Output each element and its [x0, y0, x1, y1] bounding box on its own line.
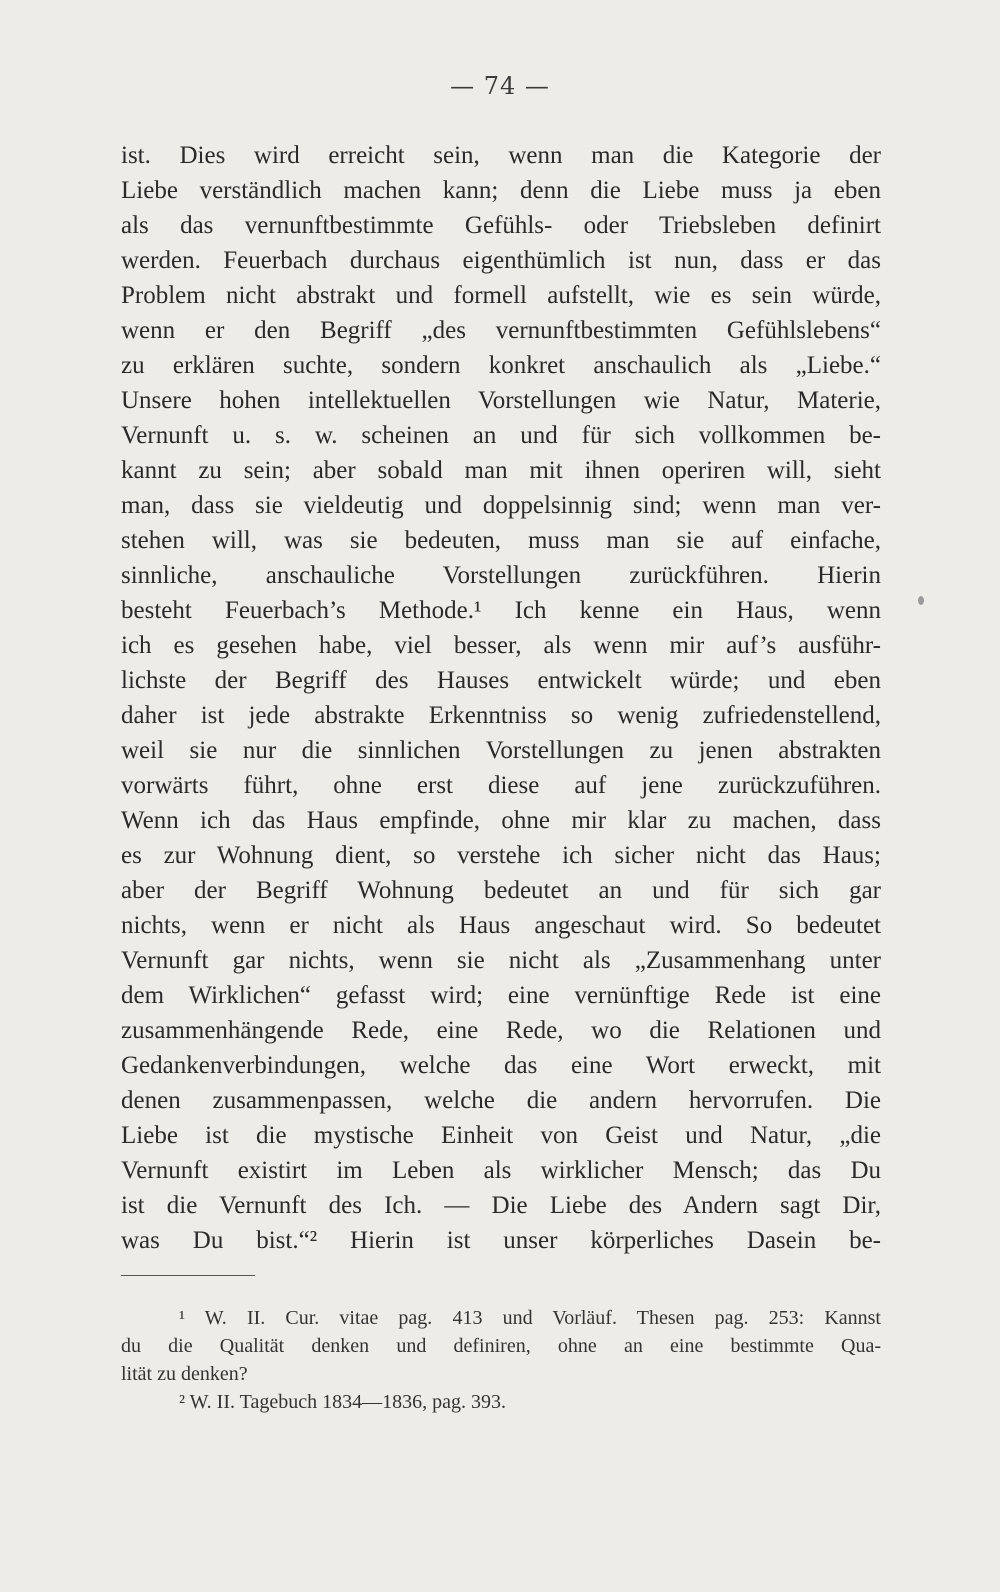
text-line: Vernunft gar nichts, wenn sie nicht als „Zusammenhang unter — [121, 947, 881, 974]
text-line: wenn er den Begriff „des vernunftbestimmten Gefühlslebens“ — [121, 317, 881, 344]
footnote-line: lität zu denken? — [121, 1363, 248, 1385]
text-line: kannt zu sein; aber sobald man mit ihnen operiren will, sieht — [121, 457, 881, 484]
text-line: vorwärts führt, ohne erst diese auf jene zurückzuführen. — [121, 772, 881, 799]
text-line: Wenn ich das Haus empfinde, ohne mir klar zu machen, dass — [121, 807, 881, 834]
text-line: werden. Feuerbach durchaus eigenthümlich ist nun, dass er das — [121, 247, 881, 274]
text-line: es zur Wohnung dient, so verstehe ich sicher nicht das Haus; — [121, 842, 881, 869]
text-line: Liebe verständlich machen kann; denn die Liebe muss ja eben — [121, 177, 881, 204]
text-line: weil sie nur die sinnlichen Vorstellungen zu jenen abstrakten — [121, 737, 881, 764]
ink-speck — [918, 596, 924, 605]
footnote-divider — [121, 1275, 255, 1276]
text-line: zu erklären suchte, sondern konkret anschaulich als „Liebe.“ — [121, 352, 881, 379]
page-number: — 74 — — [450, 72, 550, 100]
text-line: lichste der Begriff des Hauses entwickelt würde; und eben — [121, 667, 881, 694]
text-line: sinnliche, anschauliche Vorstellungen zurückführen. Hierin — [121, 562, 881, 589]
text-line: Liebe ist die mystische Einheit von Geist und Natur, „die — [121, 1122, 881, 1149]
text-line: denen zusammenpassen, welche die andern hervorrufen. Die — [121, 1087, 881, 1114]
text-line: Unsere hohen intellektuellen Vorstellungen wie Natur, Materie, — [121, 387, 881, 414]
footnote-line: ¹ W. II. Cur. vitae pag. 413 und Vorläuf. Thesen pag. 253: Kannst — [179, 1307, 881, 1329]
text-line: was Du bist.“² Hierin ist unser körperliches Dasein be- — [121, 1227, 881, 1254]
footnotes — [121, 1304, 881, 1416]
text-line: Gedankenverbindungen, welche das eine Wort erweckt, mit — [121, 1052, 881, 1079]
text-line: aber der Begriff Wohnung bedeutet an und für sich gar — [121, 877, 881, 904]
text-line: man, dass sie vieldeutig und doppelsinnig sind; wenn man ver- — [121, 492, 881, 519]
text-line: stehen will, was sie bedeuten, muss man sie auf einfache, — [121, 527, 881, 554]
text-line: Vernunft u. s. w. scheinen an und für sich vollkommen be- — [121, 422, 881, 449]
text-line: zusammenhängende Rede, eine Rede, wo die Relationen und — [121, 1017, 881, 1044]
text-line: nichts, wenn er nicht als Haus angeschaut wird. So bedeutet — [121, 912, 881, 939]
text-line: ist. Dies wird erreicht sein, wenn man die Kategorie der — [121, 142, 881, 169]
main-text — [121, 138, 881, 1258]
text-line: besteht Feuerbach’s Methode.¹ Ich kenne ein Haus, wenn — [121, 597, 881, 624]
text-line: dem Wirklichen“ gefasst wird; eine vernünftige Rede ist eine — [121, 982, 881, 1009]
text-line: als das vernunftbestimmte Gefühls- oder Triebsleben definirt — [121, 212, 881, 239]
text-line: ich es gesehen habe, viel besser, als wenn mir auf’s ausführ- — [121, 632, 881, 659]
text-line: ist die Vernunft des Ich. — Die Liebe des Andern sagt Dir, — [121, 1192, 881, 1219]
footnote-line: du die Qualität denken und definiren, ohne an eine bestimmte Qua- — [121, 1335, 881, 1357]
text-line: Vernunft existirt im Leben als wirklicher Mensch; das Du — [121, 1157, 881, 1184]
footnote-line: ² W. II. Tagebuch 1834—1836, pag. 393. — [179, 1391, 506, 1413]
text-line: daher ist jede abstrakte Erkenntniss so wenig zufriedenstellend, — [121, 702, 881, 729]
text-line: Problem nicht abstrakt und formell aufstellt, wie es sein würde, — [121, 282, 881, 309]
